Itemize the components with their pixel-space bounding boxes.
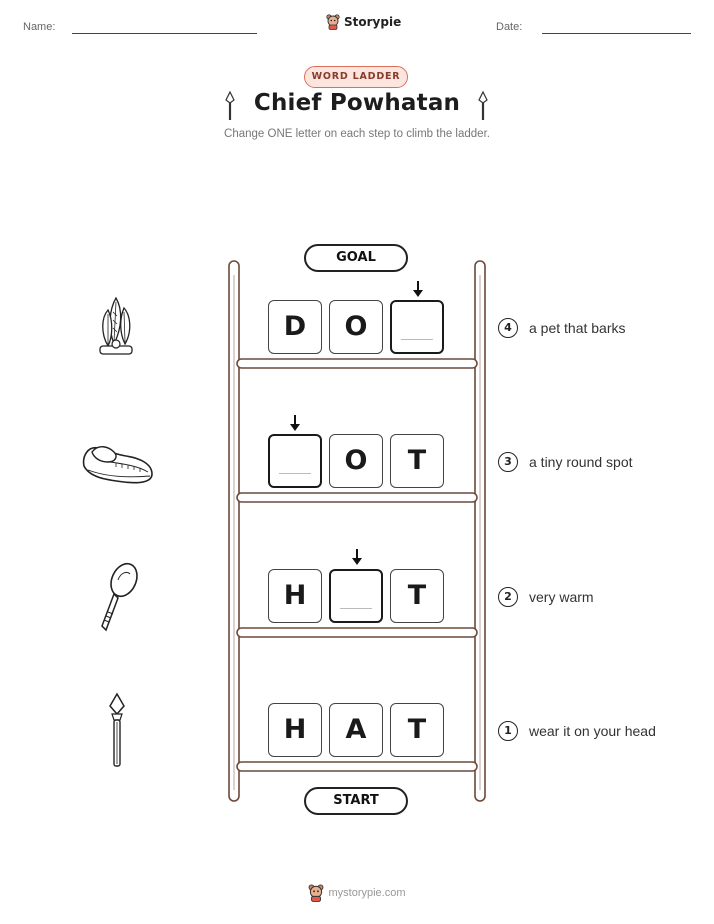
page-title: Chief Powhatan — [253, 90, 461, 116]
spear-icon — [104, 692, 130, 770]
letter-tile: T — [390, 434, 444, 488]
arrow-down-icon — [288, 414, 302, 432]
letter-tile: H — [268, 703, 322, 757]
step-number: 1 — [498, 721, 518, 741]
blank-letter-box[interactable] — [390, 300, 444, 354]
letter-tile: O — [329, 434, 383, 488]
headdress-icon — [96, 294, 138, 360]
spear-left-icon — [223, 90, 237, 122]
war-club-icon — [94, 560, 140, 634]
step-number: 2 — [498, 587, 518, 607]
name-line[interactable] — [72, 33, 257, 34]
bear-mascot-icon — [326, 14, 340, 30]
brand-logo — [326, 14, 401, 30]
letter-tile: H — [268, 569, 322, 623]
letter-tile: A — [329, 703, 383, 757]
letter-tile: T — [390, 569, 444, 623]
instructions: Change ONE letter on each step to climb the ladder. — [224, 128, 490, 140]
clue-text: a pet that barks — [529, 320, 626, 336]
letter-tile: O — [329, 300, 383, 354]
start-label: START — [304, 787, 408, 815]
clue-text: very warm — [529, 589, 594, 605]
arrow-down-icon — [350, 548, 364, 566]
letter-tile: D — [268, 300, 322, 354]
goal-label: GOAL — [304, 244, 408, 272]
name-label: Name: — [23, 21, 56, 33]
letter-tile: T — [390, 703, 444, 757]
activity-badge: WORD LADDER — [304, 66, 408, 88]
spear-right-icon — [476, 90, 490, 122]
footer — [0, 884, 714, 902]
blank-letter-box[interactable] — [329, 569, 383, 623]
clue-text: wear it on your head — [529, 723, 656, 739]
arrow-down-icon — [411, 280, 425, 298]
footer-url: mystorypie.com — [328, 887, 406, 899]
clue-text: a tiny round spot — [529, 454, 633, 470]
brand-name: Storypie — [344, 15, 402, 29]
step-number: 3 — [498, 452, 518, 472]
date-line[interactable] — [542, 33, 691, 34]
blank-letter-box[interactable] — [268, 434, 322, 488]
step-number: 4 — [498, 318, 518, 338]
bear-mascot-icon — [308, 884, 324, 902]
moccasin-icon — [80, 436, 156, 488]
date-label: Date: — [496, 21, 523, 33]
